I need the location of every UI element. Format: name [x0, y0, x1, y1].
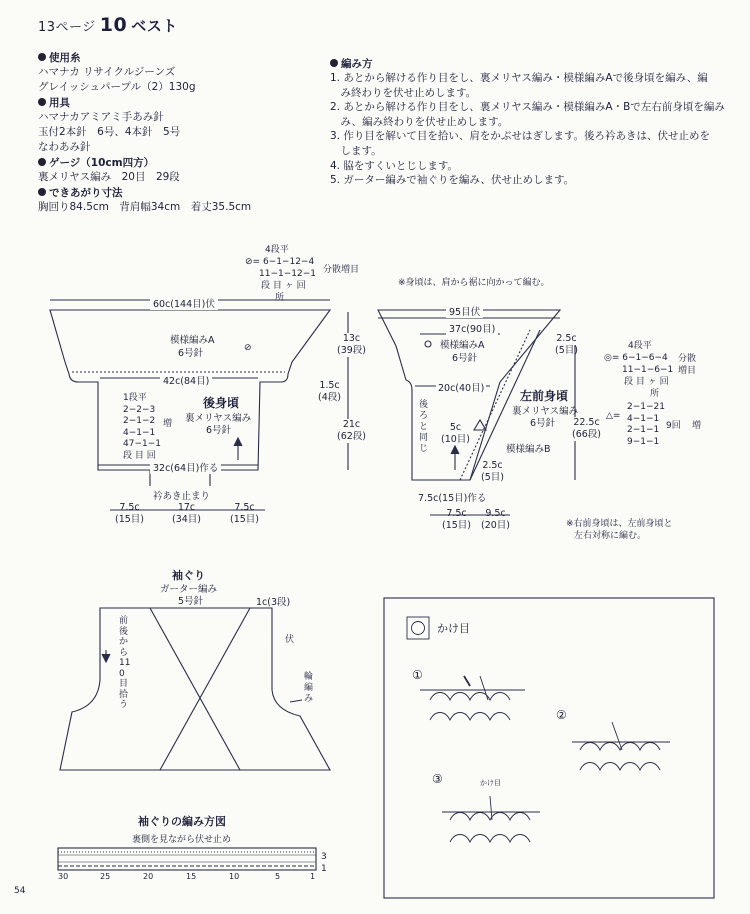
- armhole-title: 袖ぐり: [172, 569, 205, 582]
- chart-title: 袖ぐりの編み方図: [138, 815, 226, 828]
- arrow-head: [102, 654, 110, 662]
- method-line: 2. あとから解ける作り目をし、裏メリヤス編み・模様編みA・Bで左右前身頃を編み: [330, 101, 725, 114]
- yarn-line: ハマナカ リサイクルジーンズ: [38, 66, 176, 78]
- page-number: 54: [14, 886, 26, 896]
- chart-col-label: 10: [229, 872, 240, 881]
- yarnover-box: [384, 598, 714, 898]
- back-cast-on: 32c(64目)作る: [150, 460, 221, 474]
- front-increase: 増: [692, 421, 702, 431]
- front-needle: 6号針: [530, 418, 556, 429]
- back-bottom-dim-right: 7.5c (15目): [230, 502, 260, 525]
- front-same-as-back: 後ろと同じ: [419, 400, 429, 454]
- page-ref: 13ページ: [38, 20, 96, 35]
- method-line: 3. 作り目を解いて目を拾い、肩をかぶせはぎします。後ろ衿あきは、伏せ止めを: [330, 130, 711, 143]
- back-needle: 6号針: [206, 425, 232, 436]
- armhole-needle: 5号針: [178, 596, 204, 607]
- armhole-dim: 1c(3段): [256, 597, 291, 608]
- size-heading: できあがり寸法: [38, 185, 318, 200]
- chart-grid-lines: [58, 855, 316, 862]
- yarnover-illustrations: [407, 617, 670, 842]
- arrow-head: [451, 446, 459, 454]
- back-name: 後身頃: [203, 396, 240, 410]
- method-heading: 編み方: [330, 56, 730, 71]
- front-armhole-width: 20c(40目): [436, 380, 486, 394]
- knit-illustration-3: [442, 796, 540, 842]
- back-height-bottom: 21c (62段): [337, 419, 367, 442]
- chart-col-label: 25: [100, 872, 111, 881]
- front-shaping-top: 4段平 ◎= 6−1−6−4 11−1−6−1 段 目 ヶ 回 所: [604, 341, 674, 399]
- chart-col-label: 20: [143, 872, 154, 881]
- front-shaping-side: 2−1−21 4−1−1 2−1−1 9−1−1: [627, 402, 665, 447]
- method-line: 4. 脇をすくいとじします。: [330, 159, 459, 172]
- armhole-cable: [150, 608, 240, 770]
- back-stitch: 裏メリヤス編み: [185, 413, 252, 424]
- back-pattern-needle: 6号針: [178, 348, 204, 359]
- back-top-width: 60c(144目)伏: [150, 296, 218, 310]
- chart-grid: [58, 848, 316, 870]
- back-shaping-note: 分散増目: [323, 265, 360, 275]
- arrow-head: [234, 438, 242, 446]
- chart-col-label: 15: [186, 872, 197, 881]
- chart-row-label: 3: [321, 852, 327, 862]
- double-circle-mark: [425, 341, 431, 347]
- method-line: み終わりを伏せ止めします。: [330, 86, 477, 99]
- back-neck-stop: 衿あき止まり: [153, 491, 211, 502]
- method-line: します。: [330, 144, 382, 157]
- armhole-bind-off: 伏: [285, 635, 295, 645]
- method-line: 1. あとから解ける作り目をし、裏メリヤス編み・模様編みAで後身頃を編み、編: [330, 72, 708, 84]
- symbol-label: ⊘: [244, 343, 252, 353]
- front-triangle: △=: [606, 411, 621, 421]
- yarnover-symbol: [412, 622, 425, 635]
- front-bottom-inner: 2.5c (5目): [481, 460, 504, 483]
- back-mid-width: 42c(84目): [160, 373, 212, 387]
- armhole-band-line: [290, 700, 302, 702]
- back-pattern: 模様編みA: [170, 335, 215, 346]
- front-top-width: 95目伏: [446, 304, 483, 318]
- front-dim-right-top: 2.5c (5目): [555, 333, 578, 356]
- tools-line: 玉付2本針 6号、4本針 5号: [38, 126, 181, 138]
- gauge-heading: ゲージ（10cm四方）: [38, 155, 318, 170]
- front-name: 左前身頃: [520, 389, 569, 403]
- front-stitch: 裏メリヤス編み: [512, 406, 579, 417]
- front-pattern-b: 模様編みB: [506, 444, 551, 455]
- front-bottom-dim-left: 7.5c (15目): [442, 508, 472, 531]
- yarnover-label: かけ目: [437, 622, 470, 635]
- yarnover-step: ①: [412, 668, 423, 682]
- armhole-cable: [160, 608, 250, 770]
- back-side-shaping: 1段平 2−2−3 2−1−2 4−1−1 47−1−1 段 目 回: [123, 393, 161, 461]
- front-cast-on: 7.5c(15目)作る: [418, 493, 487, 504]
- back-bottom-dim-mid: 17c (34目): [172, 502, 202, 525]
- chart-note: 裏側を見ながら伏せ止め: [132, 835, 232, 845]
- yarnover-step: ②: [556, 708, 567, 722]
- front-mid-width: 37c(90目): [446, 321, 498, 335]
- tools-line: なわあみ針: [38, 141, 91, 153]
- pattern-number: 10: [99, 14, 128, 36]
- yarnover-step: ③: [432, 772, 443, 786]
- back-bottom-dim-left: 7.5c (15目): [115, 502, 145, 525]
- yarnover-symbol-box: [407, 617, 429, 639]
- back-height-top: 13c (39段): [337, 333, 367, 356]
- yarn-heading: 使用糸: [38, 50, 318, 65]
- pattern-name: ベスト: [131, 17, 178, 35]
- knit-illustration-1: [420, 676, 525, 720]
- back-shaping-top: 4段平 ⊘= 6−1−12−4 11−1−12−1 段 目 ヶ 回 所: [245, 245, 316, 303]
- armhole-ring: 輪編み: [304, 672, 314, 704]
- chart-row-label: 1: [321, 864, 327, 874]
- armhole-stitch: ガーター編み: [160, 584, 218, 595]
- yarnover-small-label: かけ目: [480, 779, 501, 787]
- front-inner-dim: 5c (10目): [441, 422, 471, 445]
- front-shaping-side-note: 9回: [666, 421, 681, 431]
- chart-col-label: 30: [58, 872, 69, 881]
- back-increase: 増: [163, 419, 173, 429]
- yarn-line: グレイッシュパープル（2）130g: [38, 81, 196, 93]
- front-note: ※身頃は、肩から裾に向かって編む。: [398, 278, 550, 288]
- method-line: み、編み終わりを伏せ止めします。: [330, 115, 509, 128]
- method-line: 5. ガーター編みで袖ぐりを編み、伏せ止めします。: [330, 174, 575, 187]
- chart-col-label: 1: [310, 872, 316, 881]
- front-height-dim: 22.5c (66段): [572, 417, 602, 440]
- armhole-pickup: 前後から110目拾う: [119, 616, 131, 710]
- tools-heading: 用具: [38, 95, 318, 110]
- front-shaping-note: 分散 増目: [678, 354, 697, 376]
- front-pattern-needle: 6号針: [452, 353, 478, 364]
- knit-illustration-2: [572, 722, 670, 770]
- tools-line: ハマナカアミアミ手あみ針: [38, 111, 164, 123]
- front-pattern: 模様編みA: [440, 340, 485, 351]
- size-line: 胸回り84.5cm 背肩幅34cm 着丈35.5cm: [38, 201, 252, 213]
- front-bottom-dim-right: 9.5c (20目): [481, 508, 511, 531]
- front-note-2: ※右前身頃は、左前身頃と 左右対称に編む。: [566, 519, 673, 541]
- back-height-mid: 1.5c (4段): [318, 380, 341, 403]
- chart-col-label: 5: [275, 872, 281, 881]
- gauge-line: 裏メリヤス編み 20目 29段: [38, 171, 180, 183]
